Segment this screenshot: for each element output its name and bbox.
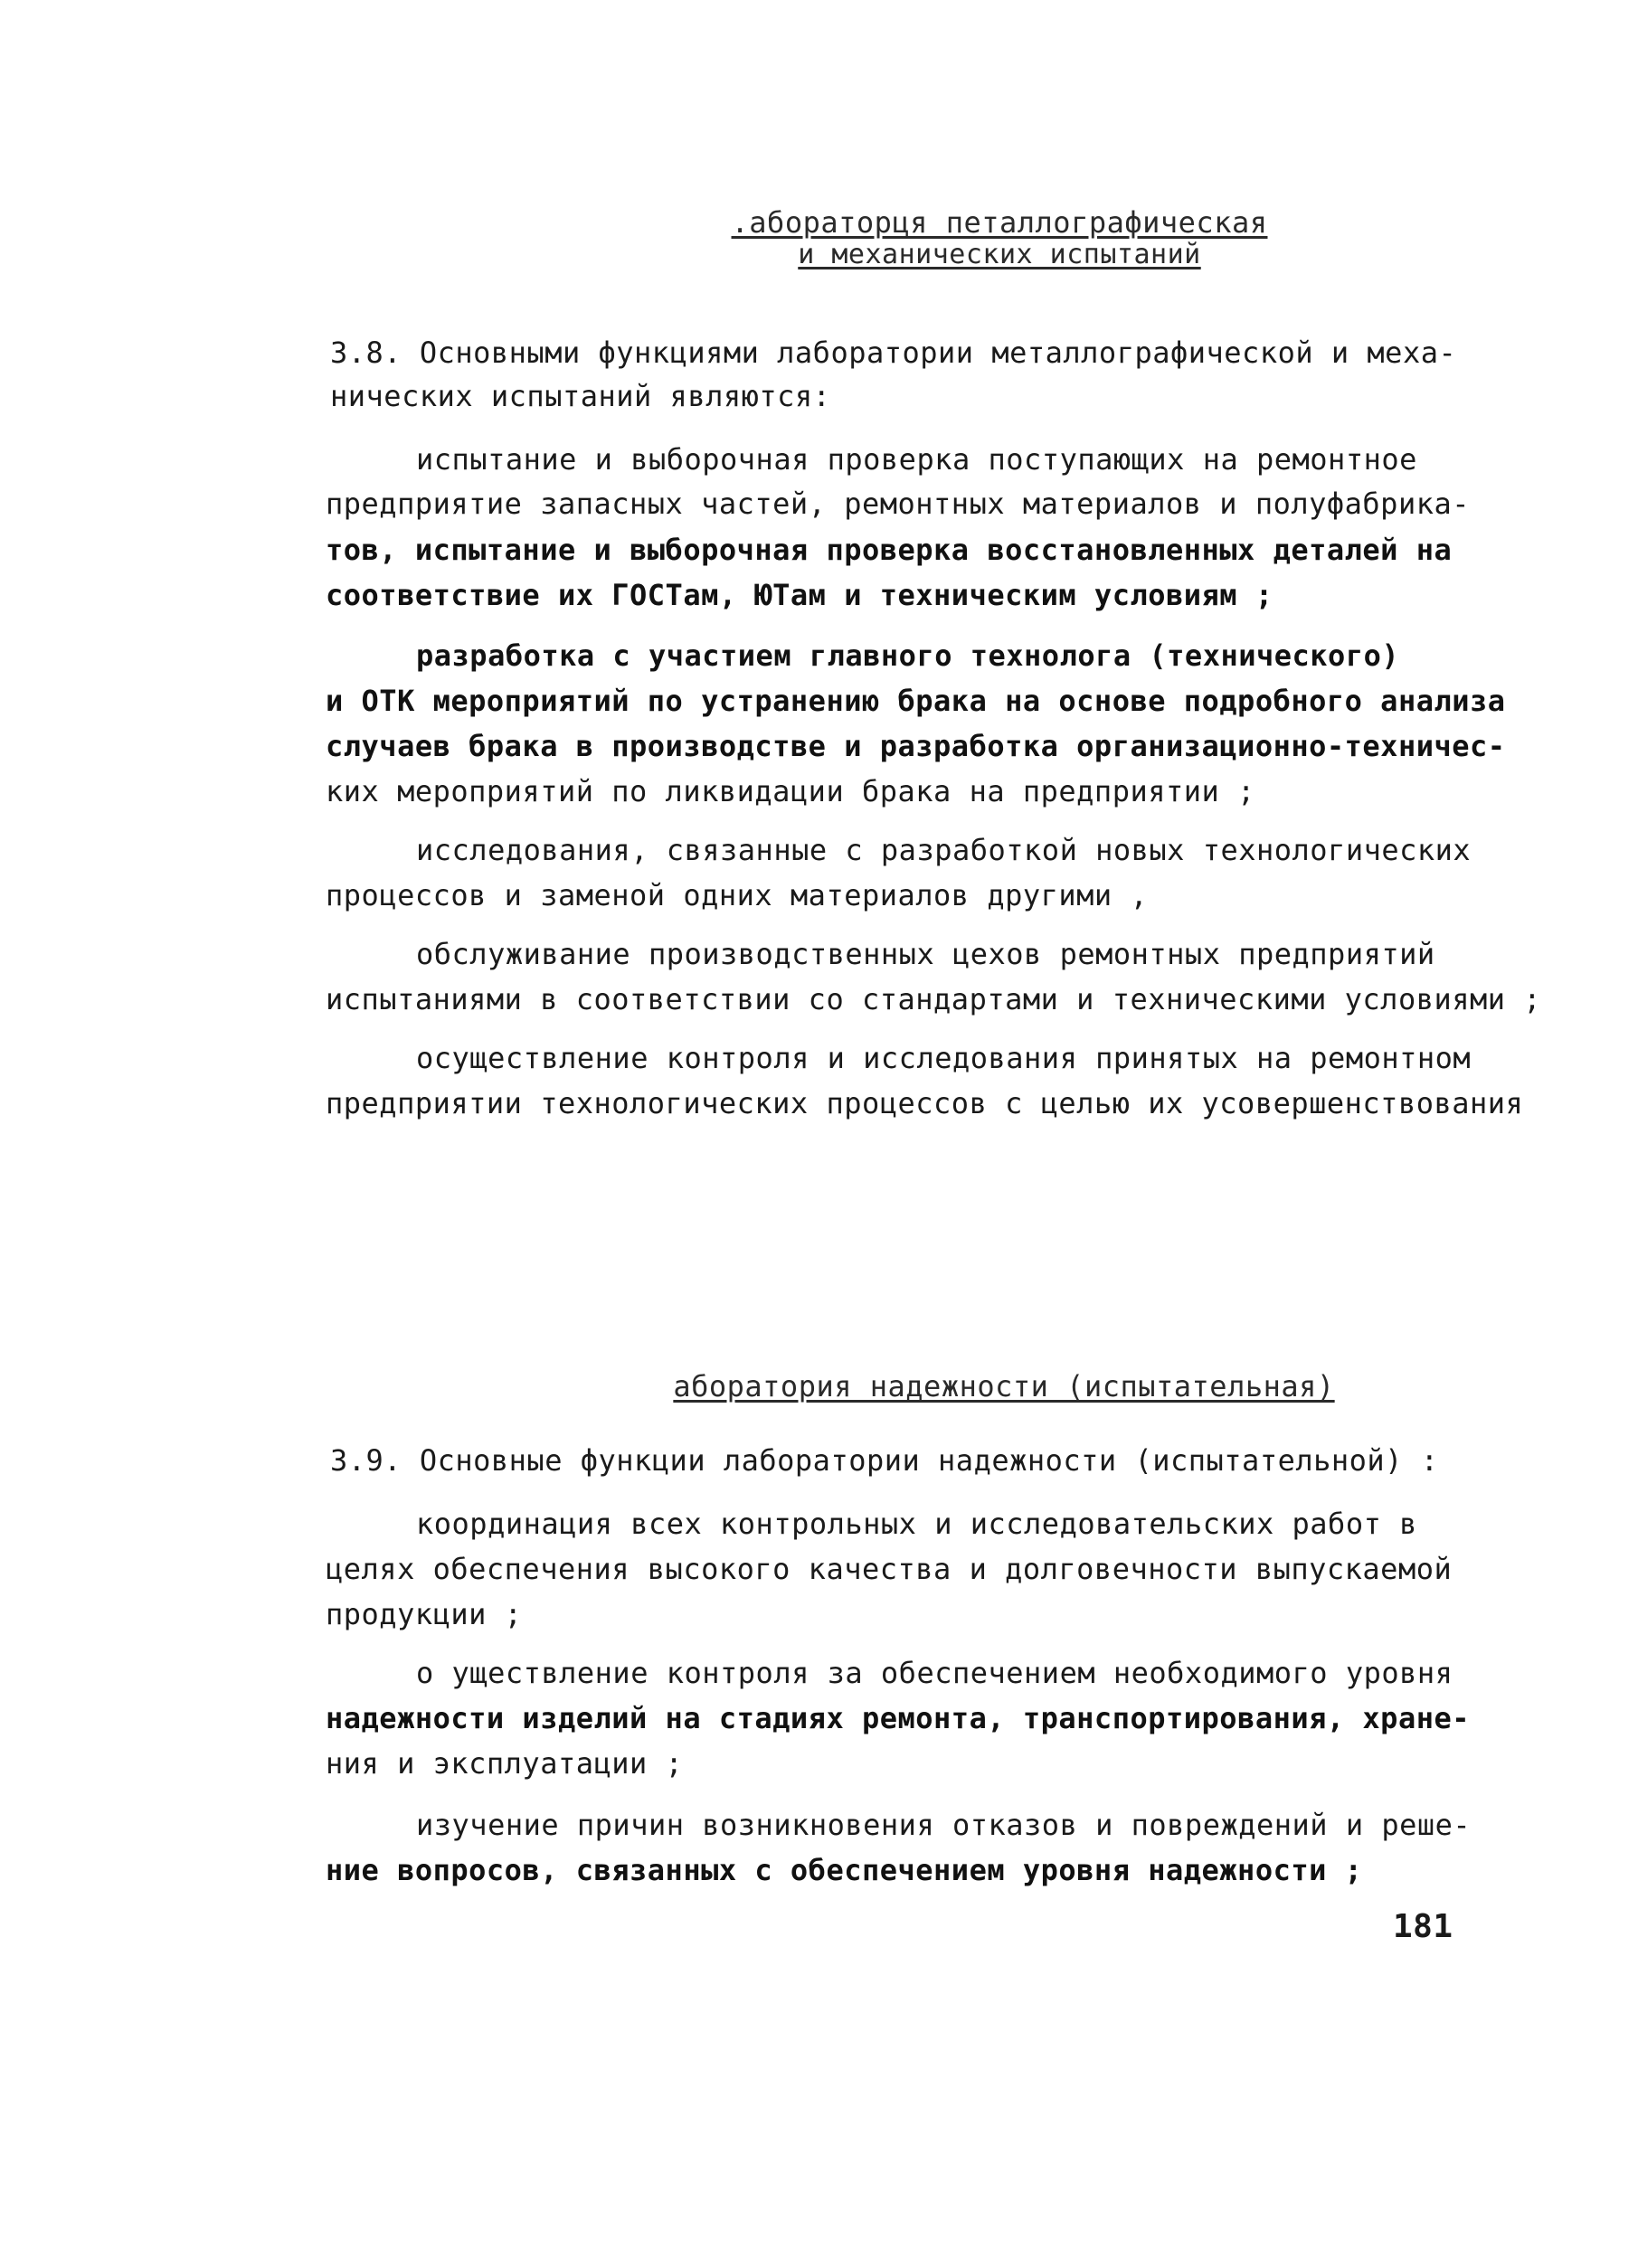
paragraph-line: разработка с участием главного технолога (технического) (416, 638, 1400, 673)
paragraph-line: 3.8. Основными функциями лаборатории металлографической и меха- (330, 335, 1457, 370)
paragraph-line: соответствие их ГОСТам, ЮТам и техническим условиям ; (326, 578, 1273, 612)
paragraph-line: испытание и выборочная проверка поступающих на ремонтное (416, 442, 1417, 477)
section-heading-lab-reliability (633, 1370, 1375, 1403)
paragraph-line: испытаниями в соответствии со стандартами и техническими условиями ; (326, 982, 1542, 1016)
paragraph-line: и ОТК мероприятий по устранению брака на основе подробного анализа (326, 684, 1506, 718)
paragraph-line: предприятие запасных частей, ремонтных материалов и полуфабрика- (326, 487, 1470, 521)
paragraph-line: 3.9. Основные функции лаборатории надежности (испытательной) : (330, 1443, 1439, 1478)
paragraph-line: обслуживание производственных цехов ремонтных предприятий (416, 937, 1435, 971)
paragraph-line: предприятии технологических процессов с целью их усовершенствования (326, 1086, 1524, 1120)
heading-line: и механических испытаний (798, 239, 1201, 270)
paragraph-line: осуществление контроля и исследования принятых на ремонтном (416, 1041, 1472, 1075)
paragraph-line: координация всех контрольных и исследовательских работ в (416, 1507, 1417, 1541)
paragraph-line: целях обеспечения высокого качества и долговечности выпускаемой (326, 1552, 1453, 1586)
paragraph-line: ние вопросов, связанных с обеспечением уровня надежности ; (326, 1853, 1363, 1887)
paragraph-line: надежности изделий на стадиях ремонта, транспортирования, хране- (326, 1701, 1470, 1735)
section-heading-lab-metallographic (705, 206, 1293, 271)
heading-line: .абораторця петаллографическая (731, 205, 1268, 240)
paragraph-line: изучение причин возникновения отказов и повреждений и реше- (416, 1808, 1472, 1842)
paragraph-line: тов, испытание и выборочная проверка восстановленных деталей на (326, 533, 1453, 567)
paragraph-line: ких мероприятий по ликвидации брака на предприятии ; (326, 774, 1255, 808)
paragraph-line: процессов и заменой одних материалов другими , (326, 878, 1149, 912)
paragraph-line: случаев брака в производстве и разработка организационно-техничес- (326, 729, 1506, 763)
paragraph-line: исследования, связанные с разработкой новых технологических (416, 833, 1472, 867)
paragraph-line: ния и эксплуатации ; (326, 1746, 684, 1781)
heading-line: аборатория надежности (испытательная) (673, 1369, 1335, 1403)
page-number: 181 (1393, 1908, 1453, 1945)
paragraph-line: нических испытаний являются: (330, 379, 831, 413)
paragraph-line: продукции ; (326, 1597, 523, 1631)
paragraph-line: о уществление контроля за обеспечением необходимого уровня (416, 1656, 1453, 1690)
